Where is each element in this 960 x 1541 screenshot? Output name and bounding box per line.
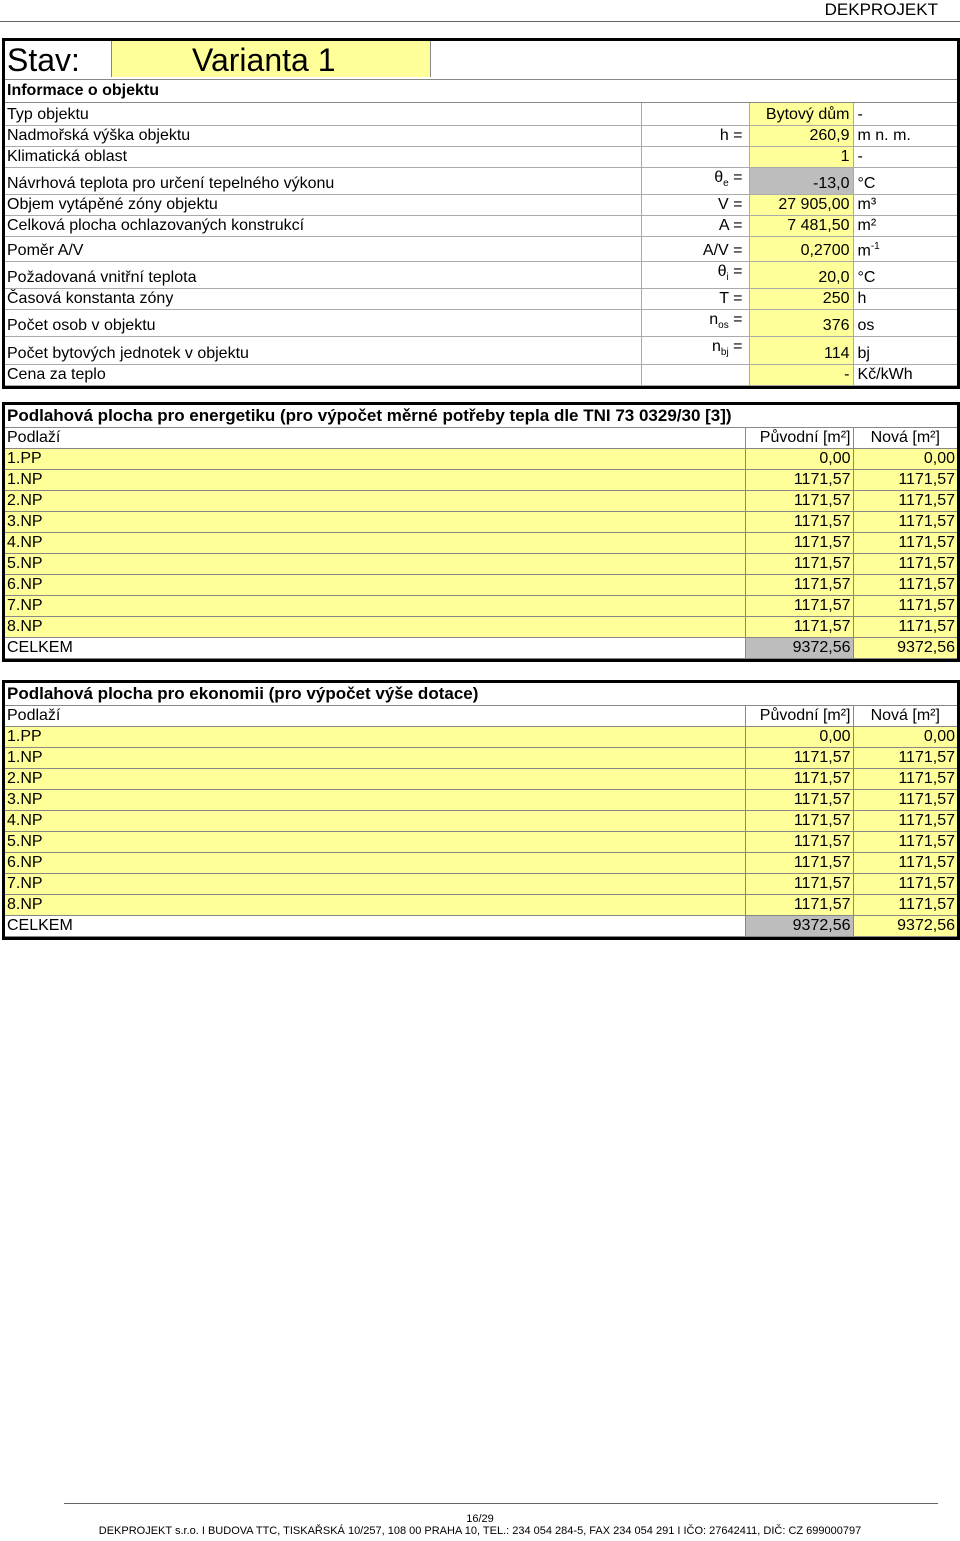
area-value-field[interactable]: 1171,57	[745, 832, 853, 853]
header-brand: DEKPROJEKT	[824, 0, 938, 19]
area-column-header: Původní [m²]	[745, 706, 853, 727]
info-symbol-suffix: =	[728, 263, 743, 281]
info-symbol	[641, 215, 749, 236]
area-floor-label: 6.NP	[5, 853, 745, 874]
info-label: Nadmořská výška objektu	[5, 125, 641, 146]
area-section-title: Podlahová plocha pro energetiku (pro výpočet měrné potřeby tepla dle TNI 73 0329/30 [3])	[5, 405, 957, 428]
area-floor-label: 5.NP	[5, 832, 745, 853]
info-symbol-text: n	[712, 338, 721, 356]
area-value-field[interactable]: 0,00	[853, 727, 957, 748]
area-value-field[interactable]: 1171,57	[745, 895, 853, 916]
area-row	[5, 617, 957, 638]
info-value-field[interactable]: 7 481,50	[749, 215, 853, 236]
area-row	[5, 748, 957, 769]
info-symbol	[641, 262, 749, 289]
info-table	[5, 103, 957, 386]
info-unit-text: m³	[857, 195, 877, 213]
area-value-field[interactable]: 1171,57	[853, 832, 957, 853]
info-symbol	[641, 310, 749, 337]
info-value-field[interactable]: 20,0	[749, 262, 853, 289]
area-floor-label: 7.NP	[5, 596, 745, 617]
info-unit	[853, 364, 957, 385]
area-value-field[interactable]: 1171,57	[853, 790, 957, 811]
area-value-field[interactable]: 1171,57	[853, 596, 957, 617]
info-symbol	[641, 146, 749, 167]
area-value-field[interactable]: 1171,57	[853, 811, 957, 832]
area-value-field[interactable]: 1171,57	[745, 554, 853, 575]
info-unit	[853, 262, 957, 289]
info-value-field[interactable]: Bytový dům	[749, 103, 853, 125]
area-value-field[interactable]: 1171,57	[853, 470, 957, 491]
info-row	[5, 289, 957, 310]
info-row	[5, 194, 957, 215]
energy-area-table	[5, 405, 957, 659]
info-unit	[853, 103, 957, 125]
area-value-field[interactable]: 1171,57	[853, 748, 957, 769]
footer-text: DEKPROJEKT s.r.o. I BUDOVA TTC, TISKAŘSKÁ 10/257, 108 00 PRAHA 10, TEL.: 234 054 284-5, FAX 234 054 291 I IČO: 27642411, DIČ: CZ 699000797	[98, 1525, 862, 1537]
area-floor-label: 3.NP	[5, 790, 745, 811]
area-row	[5, 449, 957, 470]
area-floor-label: 7.NP	[5, 874, 745, 895]
area-value-field[interactable]: 1171,57	[745, 617, 853, 638]
area-title-row	[5, 405, 957, 428]
area-title-row	[5, 683, 957, 706]
info-symbol-text: T =	[719, 290, 743, 308]
info-unit-text: m²	[857, 216, 877, 234]
info-label: Typ objektu	[5, 103, 641, 125]
area-floor-label: 1.PP	[5, 727, 745, 748]
info-symbol-sub: bj	[720, 347, 729, 359]
area-value-field[interactable]: 1171,57	[853, 895, 957, 916]
info-label: Cena za teplo	[5, 364, 641, 385]
area-value-field[interactable]: 1171,57	[745, 811, 853, 832]
info-row	[5, 364, 957, 385]
area-header-row	[5, 428, 957, 449]
info-row	[5, 125, 957, 146]
area-floor-label: 4.NP	[5, 533, 745, 554]
stav-value-cell[interactable]	[111, 41, 431, 77]
info-value-field[interactable]: 376	[749, 310, 853, 337]
info-symbol	[641, 289, 749, 310]
info-symbol-text: h =	[719, 126, 743, 144]
info-unit	[853, 167, 957, 194]
info-symbol-text: A =	[718, 216, 743, 234]
info-row	[5, 167, 957, 194]
info-symbol-text: θ	[714, 168, 724, 186]
info-value-field[interactable]: 260,9	[749, 125, 853, 146]
info-unit-text: m n. m.	[857, 126, 911, 144]
info-symbol	[641, 167, 749, 194]
area-row	[5, 533, 957, 554]
info-label: Klimatická oblast	[5, 146, 641, 167]
area-row	[5, 491, 957, 512]
info-unit-text: bj	[857, 344, 870, 362]
area-row	[5, 554, 957, 575]
area-total-label: CELKEM	[5, 638, 745, 659]
info-unit	[853, 215, 957, 236]
info-symbol-suffix: =	[728, 311, 743, 329]
area-total-value: 9372,56	[745, 638, 853, 659]
area-header-row	[5, 706, 957, 727]
page-number: 16/29	[466, 1513, 494, 1525]
info-row	[5, 236, 957, 261]
area-value-field[interactable]: 1171,57	[853, 512, 957, 533]
area-value-field[interactable]: 1171,57	[853, 617, 957, 638]
info-row	[5, 103, 957, 125]
area-total-value: 9372,56	[745, 916, 853, 937]
info-symbol	[641, 236, 749, 261]
area-value-field[interactable]: 1171,57	[745, 596, 853, 617]
info-label: Objem vytápěné zóny objektu	[5, 194, 641, 215]
footer-divider	[64, 1503, 938, 1504]
area-floor-label: 1.PP	[5, 449, 745, 470]
info-symbol	[641, 103, 749, 125]
info-symbol	[641, 364, 749, 385]
info-symbol-suffix: =	[728, 338, 743, 356]
area-value-field[interactable]: 1171,57	[745, 790, 853, 811]
area-row	[5, 790, 957, 811]
area-value-field[interactable]: 1171,57	[853, 853, 957, 874]
area-total-value: 9372,56	[853, 916, 957, 937]
info-value-field[interactable]: 1	[749, 146, 853, 167]
area-value-field[interactable]: 0,00	[745, 727, 853, 748]
info-unit	[853, 310, 957, 337]
area-floor-label: 1.NP	[5, 748, 745, 769]
area-value-field[interactable]: 1171,57	[853, 874, 957, 895]
info-value-field[interactable]: -	[749, 364, 853, 385]
area-row	[5, 727, 957, 748]
info-box	[2, 38, 960, 389]
area-value-field[interactable]: 1171,57	[745, 853, 853, 874]
area-value-field[interactable]: 1171,57	[745, 470, 853, 491]
info-unit	[853, 236, 957, 261]
area-value-field[interactable]: 1171,57	[853, 575, 957, 596]
info-value-field[interactable]: 0,2700	[749, 236, 853, 261]
area-value-field[interactable]: 1171,57	[745, 575, 853, 596]
economy-area-box	[2, 680, 960, 940]
area-total-row	[5, 638, 957, 659]
area-floor-label: 8.NP	[5, 895, 745, 916]
info-unit	[853, 194, 957, 215]
info-value-field[interactable]: 114	[749, 337, 853, 364]
area-value-field[interactable]: 1171,57	[745, 769, 853, 790]
area-row	[5, 596, 957, 617]
area-section-title: Podlahová plocha pro ekonomii (pro výpočet výše dotace)	[5, 683, 957, 706]
area-floor-label: 1.NP	[5, 470, 745, 491]
info-unit	[853, 337, 957, 364]
header-divider	[0, 21, 960, 22]
info-unit-text: °C	[857, 269, 876, 287]
info-label: Počet bytových jednotek v objektu	[5, 337, 641, 364]
info-symbol-sub: os	[718, 320, 729, 332]
area-row	[5, 895, 957, 916]
info-unit	[853, 289, 957, 310]
info-value-field[interactable]: 27 905,00	[749, 194, 853, 215]
info-symbol-sub: i	[726, 272, 729, 284]
area-value-field[interactable]: 1171,57	[745, 512, 853, 533]
info-unit-text: -	[857, 105, 863, 123]
info-unit-text: os	[857, 317, 875, 335]
area-total-row	[5, 916, 957, 937]
info-unit-text: m	[857, 242, 871, 260]
info-unit	[853, 146, 957, 167]
area-column-header: Nová [m²]	[853, 428, 957, 449]
area-column-header: Nová [m²]	[853, 706, 957, 727]
info-label: Návrhová teplota pro určení tepelného výkonu	[5, 167, 641, 194]
stav-row	[5, 41, 957, 80]
info-symbol-suffix: =	[728, 168, 743, 186]
info-label: Časová konstanta zóny	[5, 289, 641, 310]
info-symbol-text: θ	[717, 263, 727, 281]
info-unit-text: °C	[857, 174, 876, 192]
area-floor-label: 5.NP	[5, 554, 745, 575]
area-floor-label: 2.NP	[5, 491, 745, 512]
area-row	[5, 575, 957, 596]
info-symbol-text: A/V =	[702, 242, 743, 260]
area-floor-label: 3.NP	[5, 512, 745, 533]
info-symbol-text: V =	[718, 195, 743, 213]
area-row	[5, 853, 957, 874]
info-label: Požadovaná vnitřní teplota	[5, 262, 641, 289]
info-row	[5, 262, 957, 289]
area-row	[5, 874, 957, 895]
stav-label: Stav:	[7, 42, 80, 78]
info-label: Poměr A/V	[5, 236, 641, 261]
area-value-field[interactable]: 1171,57	[745, 533, 853, 554]
area-total-value: 9372,56	[853, 638, 957, 659]
area-value-field[interactable]: 0,00	[745, 449, 853, 470]
area-total-label: CELKEM	[5, 916, 745, 937]
area-row	[5, 832, 957, 853]
info-unit-text: -	[857, 147, 863, 165]
area-row	[5, 512, 957, 533]
info-unit-text: Kč/kWh	[857, 365, 913, 383]
area-row	[5, 769, 957, 790]
info-symbol	[641, 337, 749, 364]
area-value-field[interactable]: 1171,57	[745, 874, 853, 895]
info-label: Celková plocha ochlazovaných konstrukcí	[5, 215, 641, 236]
area-value-field[interactable]: 1171,57	[745, 491, 853, 512]
area-floor-label: 2.NP	[5, 769, 745, 790]
info-value-field[interactable]: -13,0	[749, 167, 853, 194]
area-column-header: Podlaží	[5, 428, 745, 449]
area-value-field[interactable]: 1171,57	[853, 769, 957, 790]
area-column-header: Podlaží	[5, 706, 745, 727]
energy-area-box	[2, 402, 960, 662]
area-floor-label: 4.NP	[5, 811, 745, 832]
info-unit-sup: -1	[870, 240, 880, 252]
info-symbol	[641, 194, 749, 215]
area-floor-label: 8.NP	[5, 617, 745, 638]
area-value-field[interactable]: 1171,57	[853, 533, 957, 554]
info-row	[5, 146, 957, 167]
area-value-field[interactable]: 1171,57	[853, 554, 957, 575]
area-value-field[interactable]: 1171,57	[745, 748, 853, 769]
info-unit	[853, 125, 957, 146]
area-floor-label: 6.NP	[5, 575, 745, 596]
info-value-field[interactable]: 250	[749, 289, 853, 310]
info-symbol	[641, 125, 749, 146]
info-symbol-text: n	[709, 311, 719, 329]
area-value-field[interactable]: 1171,57	[853, 491, 957, 512]
economy-area-table	[5, 683, 957, 937]
info-label: Počet osob v objektu	[5, 310, 641, 337]
area-column-header: Původní [m²]	[745, 428, 853, 449]
info-symbol-sub: e	[723, 177, 729, 189]
area-value-field[interactable]: 0,00	[853, 449, 957, 470]
info-unit-text: h	[857, 290, 867, 308]
info-row	[5, 310, 957, 337]
info-row	[5, 337, 957, 364]
area-row	[5, 811, 957, 832]
stav-value: Varianta 1	[192, 42, 336, 78]
info-row	[5, 215, 957, 236]
area-row	[5, 470, 957, 491]
info-section-title: Informace o objektu	[5, 80, 957, 103]
